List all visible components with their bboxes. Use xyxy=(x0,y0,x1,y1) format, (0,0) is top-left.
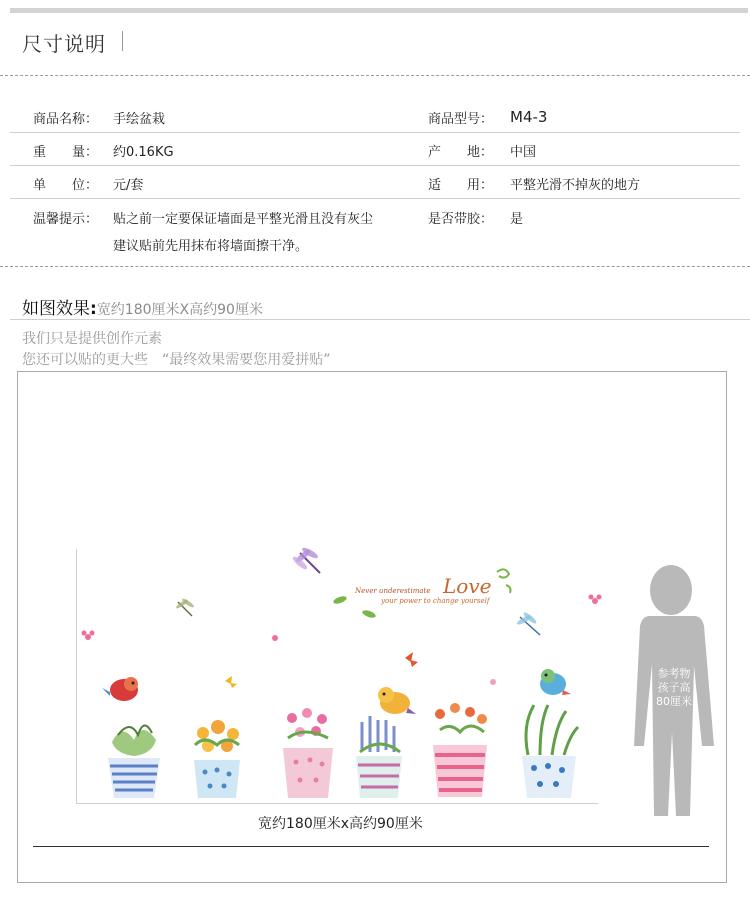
reference-line2: 孩子高 xyxy=(657,681,691,694)
flower-pot-succulent xyxy=(108,725,160,798)
bottom-divider xyxy=(33,846,709,847)
spec-origin-label: 产 地： xyxy=(428,145,494,160)
reference-label xyxy=(650,667,698,709)
spec-weight-value: 约0.16KG xyxy=(113,145,174,160)
spec-tip-label: 温馨提示： xyxy=(33,212,99,227)
flower-icon xyxy=(589,595,602,605)
spec-model-value: M4-3 xyxy=(510,108,548,126)
bird-icon xyxy=(378,687,416,714)
bird-icon xyxy=(102,677,138,701)
note-line1: 我们只是提供创作元素 xyxy=(22,331,162,347)
spec-name-label: 商品名称： xyxy=(33,112,99,127)
page-title: 尺寸说明 xyxy=(22,32,106,56)
flower-pot-yellow xyxy=(194,720,240,798)
spec-origin-value: 中国 xyxy=(510,145,537,160)
flower-icon xyxy=(490,679,496,685)
reference-line1: 参考物 xyxy=(657,667,691,680)
spec-name-value: 手绘盆栽 xyxy=(113,112,166,127)
love-line1: Never underestimate xyxy=(355,587,431,595)
spec-use-value: 平整光滑不掉灰的地方 xyxy=(510,178,641,193)
note-line2: 您还可以贴的更大些 “最终效果需要您用爱拼贴” xyxy=(22,352,331,368)
butterfly-icon xyxy=(225,676,237,688)
dragonfly-icon xyxy=(516,611,540,635)
bird-icon xyxy=(540,669,571,695)
butterfly-icon xyxy=(405,652,418,667)
love-line2: your power to change yourself xyxy=(381,597,490,605)
spec-weight-label: 重 量： xyxy=(33,145,99,160)
spec-model-label: 商品型号： xyxy=(428,112,494,127)
spec-unit-value: 元/套 xyxy=(113,178,144,193)
leaf-icon xyxy=(332,595,347,605)
love-swirl xyxy=(497,569,511,593)
flower-icon xyxy=(272,635,278,641)
flower-pot-lavender xyxy=(356,716,402,798)
effect-subtitle: 宽约180厘米X高约90厘米 xyxy=(96,302,263,318)
flower-icon xyxy=(82,631,95,641)
flower-pot-green xyxy=(522,705,578,798)
spec-use-label: 适 用： xyxy=(428,178,494,193)
reference-line3: 80厘米 xyxy=(656,695,692,708)
effect-title: 如图效果 xyxy=(22,299,90,319)
love-word: Love xyxy=(443,574,492,598)
spec-glue-value: 是 xyxy=(510,212,524,227)
spec-tip-line2: 建议贴前先用抹布将墙面擦干净。 xyxy=(113,239,309,254)
spec-tip-line1: 贴之前一定要保证墙面是平整光滑且没有灰尘 xyxy=(113,212,374,227)
dragonfly-icon xyxy=(175,597,195,616)
flower-pot-pink xyxy=(283,708,333,798)
effect-colon: : xyxy=(90,299,97,319)
leaf-icon xyxy=(361,609,376,619)
spec-unit-label: 单 位： xyxy=(33,178,99,193)
dragonfly-icon xyxy=(291,546,320,573)
flower-pot-orange xyxy=(433,703,487,797)
size-caption: 宽约180厘米x高约90厘米 xyxy=(258,816,423,832)
spec-glue-label: 是否带胶： xyxy=(428,212,494,227)
